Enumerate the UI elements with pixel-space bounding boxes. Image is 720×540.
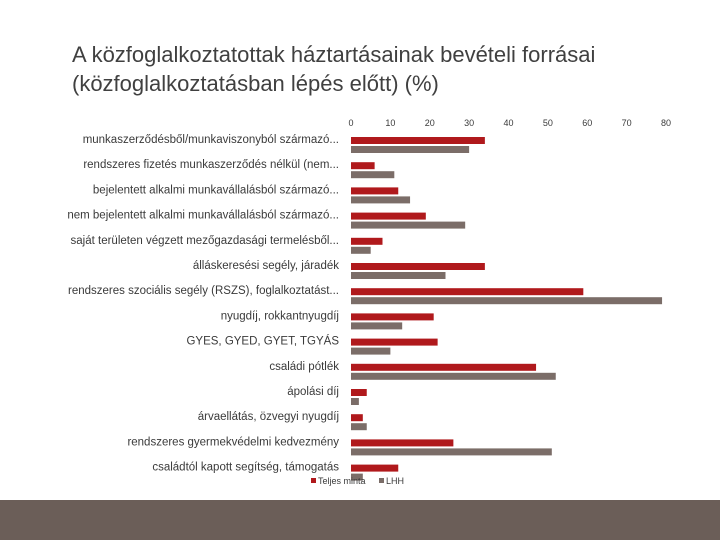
category-label: rendszeres szociális segély (RSZS), foglalkoztatást... (68, 285, 339, 298)
bar-teljes-minta (351, 213, 426, 220)
bar-lhh (351, 448, 552, 455)
bar-teljes-minta (351, 162, 375, 169)
category-label: családtól kapott segítség, támogatás (152, 461, 339, 474)
bottom-bar (0, 500, 720, 540)
bar-lhh (351, 398, 359, 405)
bar-teljes-minta (351, 187, 398, 194)
category-label: árvaellátás, özvegyi nyugdíj (197, 411, 339, 424)
bar-lhh (351, 247, 371, 254)
category-label: álláskeresési segély, járadék (192, 260, 339, 272)
title-line-1: A közfoglalkoztatottak háztartásainak bevételi forrásai (72, 42, 596, 67)
x-tick-label: 40 (503, 118, 514, 128)
bar-teljes-minta (351, 389, 367, 396)
category-label: GYES, GYED, GYET, TGYÁS (186, 335, 339, 348)
x-tick-label: 80 (660, 118, 672, 128)
bar-teljes-minta (351, 364, 536, 371)
bar-teljes-minta (351, 465, 398, 472)
category-label: munkaszerződésből/munkaviszonyból származó... (82, 134, 339, 146)
x-tick-label: 70 (621, 118, 632, 128)
category-label: családi pótlék (269, 360, 339, 373)
bar-lhh (351, 196, 410, 203)
x-tick-label: 30 (464, 118, 475, 128)
bar-lhh (351, 146, 469, 153)
bar-lhh (351, 272, 446, 279)
x-tick-label: 20 (424, 118, 435, 128)
bar-lhh (351, 348, 390, 355)
bar-teljes-minta (351, 288, 583, 295)
bar-teljes-minta (351, 263, 485, 270)
bar-lhh (351, 297, 662, 304)
category-label: nem bejelentett alkalmi munkavállalásból származó... (67, 209, 339, 222)
bar-teljes-minta (351, 137, 485, 144)
category-label: rendszeres gyermekvédelmi kedvezmény (127, 436, 339, 449)
category-label: rendszeres fizetés munkaszerződés nélkül (nem... (83, 159, 339, 172)
category-label: nyugdíj, rokkantnyugdíj (220, 310, 339, 323)
bar-lhh (351, 222, 465, 229)
legend-swatch-lhh (379, 478, 384, 483)
bar-teljes-minta (351, 313, 434, 320)
x-tick-label: 0 (348, 118, 354, 128)
category-label: bejelentett alkalmi munkavállalásból származó... (92, 184, 339, 197)
bar-lhh (351, 322, 402, 329)
title-line-2: (közfoglalkoztatásban lépés előtt) (%) (72, 71, 439, 96)
legend-label-lhh: LHH (386, 476, 405, 486)
bar-lhh (351, 171, 394, 178)
x-tick-label: 60 (582, 118, 593, 128)
category-label: ápolási díj (287, 386, 339, 398)
bar-lhh (351, 373, 556, 380)
category-label: saját területen végzett mezőgazdasági termelésből... (70, 234, 339, 247)
bar-teljes-minta (351, 339, 438, 346)
legend-swatch-teljes-minta (311, 478, 316, 483)
bar-teljes-minta (351, 414, 363, 421)
legend-label-teljes-minta: Teljes minta (318, 476, 366, 486)
x-tick-label: 50 (542, 118, 553, 128)
bar-lhh (351, 423, 367, 430)
bar-teljes-minta (351, 238, 383, 245)
bar-teljes-minta (351, 439, 453, 446)
x-tick-label: 10 (385, 118, 396, 128)
